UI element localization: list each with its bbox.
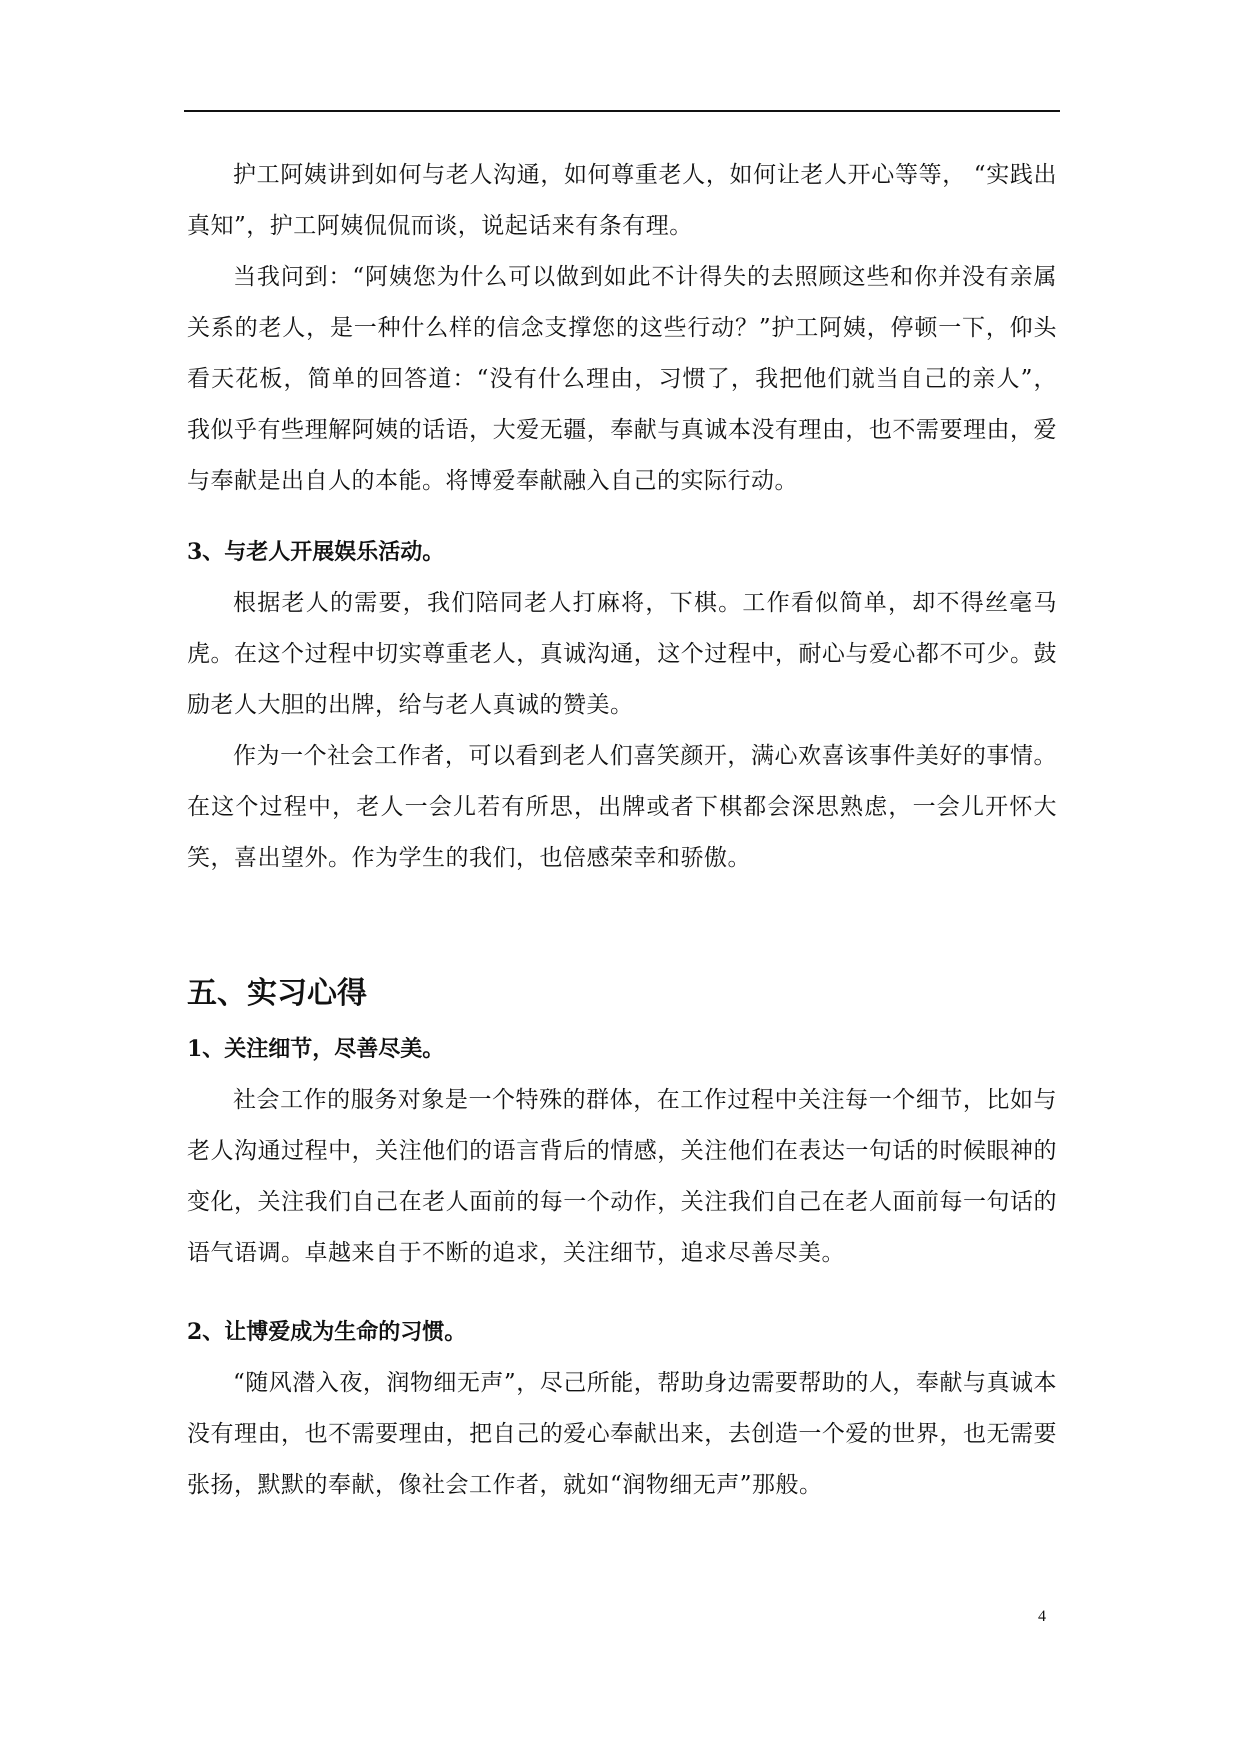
paragraph-question-to-caregiver: 当我问到：“阿姨您为什么可以做到如此不计得失的去照顾这些和你并没有亲属关系的老人，是一种什么样的信念支撑您的这些行动？”护工阿姨，停顿一下，仰头看天花板，简单的回答道：“没有什么理由，习惯了，我把他们就当自己的亲人”，我似乎有些理解阿姨的话语，大爱无疆，奉献与真诚本没有理由，也不需要理由，爱与奉献是出自人的本能。将博爱奉献融入自己的实际行动。: [187, 264, 1057, 494]
subheading-details: 1、关注细节，尽善尽美。: [187, 1036, 445, 1062]
paragraph-caregiver-talk: 护工阿姨讲到如何与老人沟通，如何尊重老人，如何让老人开心等等， “实践出真知”，护工阿姨侃侃而谈，说起话来有条有理。: [187, 162, 1057, 239]
paragraph-details: 社会工作的服务对象是一个特殊的群体，在工作过程中关注每一个细节，比如与老人沟通过程中，关注他们的语言背后的情感，关注他们在表达一句话的时候眼神的变化，关注我们自己在老人面前的每一个动作，关注我们自己在老人面前每一句话的语气语调。卓越来自于不断的追求，关注细节，追求尽善尽美。: [187, 1087, 1057, 1266]
spacer: [187, 884, 1057, 964]
subheading-recreation: 3、与老人开展娱乐活动。: [187, 539, 445, 565]
page-number: 4: [1038, 1608, 1046, 1625]
section-title-internship-reflections: 五、实习心得: [187, 976, 367, 1011]
spacer: [187, 1279, 1057, 1307]
paragraph-social-worker: 作为一个社会工作者，可以看到老人们喜笑颜开，满心欢喜该事件美好的事情。在这个过程中，老人一会儿若有所思，出牌或者下棋都会深思熟虑，一会儿开怀大笑，喜出望外。作为学生的我们，也倍感荣幸和骄傲。: [187, 743, 1057, 871]
paragraph-fraternity-habit: “随风潜入夜，润物细无声”，尽己所能，帮助身边需要帮助的人，奉献与真诚本没有理由，也不需要理由，把自己的爱心奉献出来，去创造一个爱的世界，也无需要张扬，默默的奉献，像社会工作者，就如“润物细无声”那般。: [187, 1370, 1057, 1498]
header-rule: [184, 110, 1060, 112]
subheading-fraternity-habit: 2、让博爱成为生命的习惯。: [187, 1319, 467, 1345]
spacer: [187, 507, 1057, 527]
paragraph-mahjong-chess: 根据老人的需要，我们陪同老人打麻将，下棋。工作看似简单，却不得丝毫马虎。在这个过程中切实尊重老人，真诚沟通，这个过程中，耐心与爱心都不可少。鼓励老人大胆的出牌，给与老人真诚的赞美。: [187, 590, 1057, 718]
document-body: [187, 150, 1057, 1511]
